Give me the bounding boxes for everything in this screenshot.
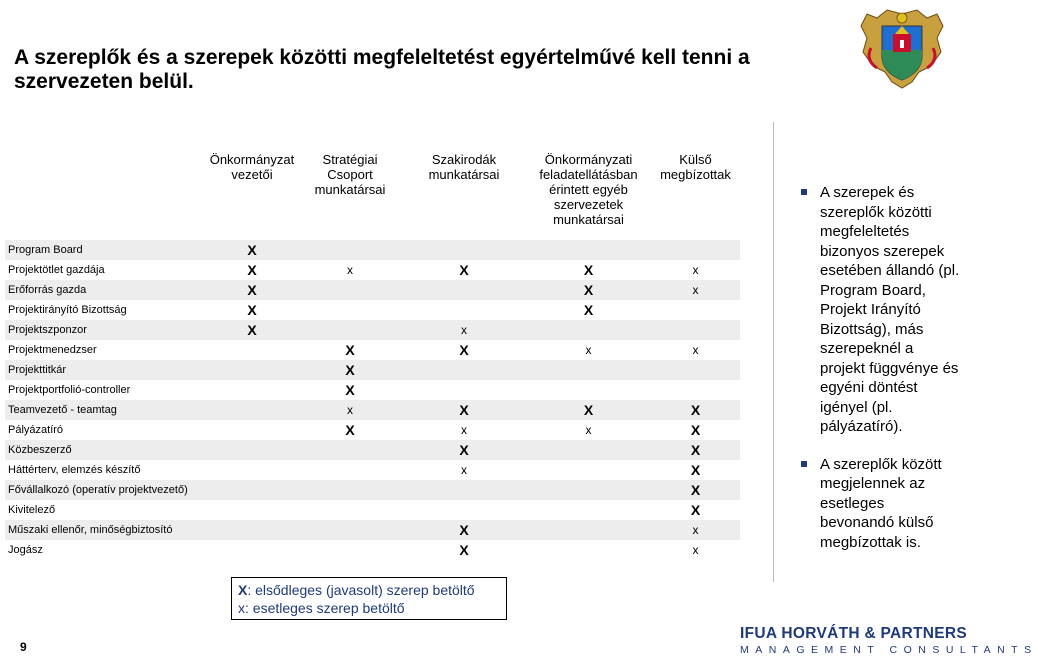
mark-cell: x [651,540,740,560]
table-row [5,340,740,360]
note-text: A szereplők között megjelennek az esetleges bevonandó külső megbízottak is. [820,455,942,551]
mark-cell: X [402,340,526,360]
mark-cell [298,300,402,320]
mark-cell: X [651,440,740,460]
mark-cell: X [526,260,651,280]
column-header-strategy-group: Stratégiai Csoport munkatársai [314,152,386,197]
notes-list [796,183,961,570]
mark-cell: X [402,440,526,460]
mark-cell [402,240,526,260]
table-row [5,500,740,520]
mark-cell [298,520,402,540]
note-item [796,183,961,437]
mark-cell: X [526,280,651,300]
mark-cell [526,440,651,460]
table-row [5,460,740,480]
table-row [5,540,740,560]
mark-cell [402,280,526,300]
mark-cell [206,500,298,520]
role-cell: Erőforrás gazda [5,280,206,300]
mark-cell [206,520,298,540]
mark-cell: x [298,260,402,280]
mark-cell [651,320,740,340]
mark-cell [206,340,298,360]
mark-cell: x [298,400,402,420]
mark-cell: X [651,420,740,440]
mark-cell: x [651,260,740,280]
table-row [5,360,740,380]
table-row [5,520,740,540]
mark-cell [402,480,526,500]
mark-cell [298,320,402,340]
mark-cell: X [298,420,402,440]
mark-cell [526,480,651,500]
mark-cell: X [526,300,651,320]
column-header-role [5,152,206,240]
mark-cell [206,360,298,380]
table-header-row [5,152,740,240]
column-header-other-orgs: Önkormányzati feladatellátásban érintett egyéb szervezetek munkatársai [539,152,638,227]
legend-box [231,577,507,620]
table-row [5,480,740,500]
legend-primary-text: : elsődleges (javasolt) szerep betöltő [247,582,475,598]
mark-cell [402,500,526,520]
mark-cell: X [298,360,402,380]
mark-cell: x [526,340,651,360]
mark-cell [298,460,402,480]
mark-cell: x [651,280,740,300]
mark-cell [402,300,526,320]
logo-main-text: IFUA HORVÁTH & PARTNERS [740,625,968,642]
table-row [5,300,740,320]
mark-cell [298,240,402,260]
table-row [5,420,740,440]
page-title: A szereplők és a szerepek közötti megfeleltetést egyértelművé kell tenni a szervezeten belül. [14,46,750,93]
mark-cell: x [651,520,740,540]
legend-primary-key: X [238,582,248,598]
mark-cell: X [298,380,402,400]
role-cell: Pályázatíró [5,420,206,440]
mark-cell: x [402,420,526,440]
mark-cell: X [206,280,298,300]
role-matrix [5,152,740,560]
role-cell: Háttérterv, elemzés készítő [5,460,206,480]
mark-cell [206,380,298,400]
role-cell: Fővállalkozó (operatív projektvezető) [5,480,206,500]
mark-cell: X [651,500,740,520]
mark-cell [651,360,740,380]
coat-of-arms-icon [857,8,947,92]
mark-cell [206,540,298,560]
mark-cell: X [206,320,298,340]
mark-cell [298,480,402,500]
square-bullet-icon [801,189,807,195]
square-bullet-icon [801,461,807,467]
mark-cell [651,300,740,320]
role-cell: Műszaki ellenőr, minőségbiztosító [5,520,206,540]
mark-cell [402,360,526,380]
note-text: A szerepek és szereplők közötti megfeleltetés bizonyos szerepek esetében állandó (pl. Program Board, Projekt Irányító Bizottság), más szerepeknél a projekt függvénye és egyéni döntést igényel (pl. pályázatíró). [820,184,960,435]
company-logo [740,625,1038,656]
role-cell: Projektszponzor [5,320,206,340]
mark-cell: X [206,300,298,320]
role-cell: Projekttitkár [5,360,206,380]
column-header-offices: Szakirodák munkatársai [428,152,500,182]
mark-cell: X [298,340,402,360]
mark-cell [206,480,298,500]
mark-cell: X [651,460,740,480]
role-cell: Projektirányító Bizottság [5,300,206,320]
mark-cell: x [526,420,651,440]
table-row [5,240,740,260]
divider-line [773,122,774,582]
mark-cell [206,440,298,460]
role-cell: Projektmenedzser [5,340,206,360]
role-cell: Projektötlet gazdája [5,260,206,280]
mark-cell [526,520,651,540]
mark-cell [651,240,740,260]
mark-cell: X [402,400,526,420]
note-item [796,455,961,553]
mark-cell: X [206,260,298,280]
mark-cell [526,500,651,520]
mark-cell [298,540,402,560]
mark-cell: X [402,260,526,280]
mark-cell: X [402,520,526,540]
mark-cell [206,460,298,480]
table-row [5,280,740,300]
page-number: 9 [20,640,27,654]
mark-cell: x [651,340,740,360]
mark-cell: X [206,240,298,260]
role-cell: Teamvezető - teamtag [5,400,206,420]
mark-cell [526,320,651,340]
mark-cell [526,540,651,560]
table-row [5,320,740,340]
role-cell: Jogász [5,540,206,560]
mark-cell [206,400,298,420]
role-cell: Közbeszerző [5,440,206,460]
mark-cell: x [402,320,526,340]
mark-cell: x [402,460,526,480]
legend-secondary-text: : esetleges szerep betöltő [245,600,405,616]
mark-cell [298,500,402,520]
role-cell: Kivitelező [5,500,206,520]
table-row [5,400,740,420]
mark-cell: X [402,540,526,560]
mark-cell [526,380,651,400]
mark-cell [298,440,402,460]
legend-secondary [238,599,506,617]
legend-primary [238,581,506,599]
mark-cell [526,240,651,260]
mark-cell: X [651,400,740,420]
table-row [5,260,740,280]
logo-sub-text: MANAGEMENT CONSULTANTS [740,644,1038,656]
column-header-external: Külső megbízottak [660,152,731,182]
mark-cell: X [651,480,740,500]
mark-cell [402,380,526,400]
column-header-leaders: Önkormányzat vezetői [209,152,295,182]
table-row [5,440,740,460]
table-row [5,380,740,400]
mark-cell [298,280,402,300]
mark-cell [206,420,298,440]
mark-cell [651,380,740,400]
mark-cell [526,360,651,380]
legend-secondary-key: x [238,600,245,616]
role-cell: Projektportfolió-controller [5,380,206,400]
role-cell: Program Board [5,240,206,260]
mark-cell: X [526,400,651,420]
mark-cell [526,460,651,480]
